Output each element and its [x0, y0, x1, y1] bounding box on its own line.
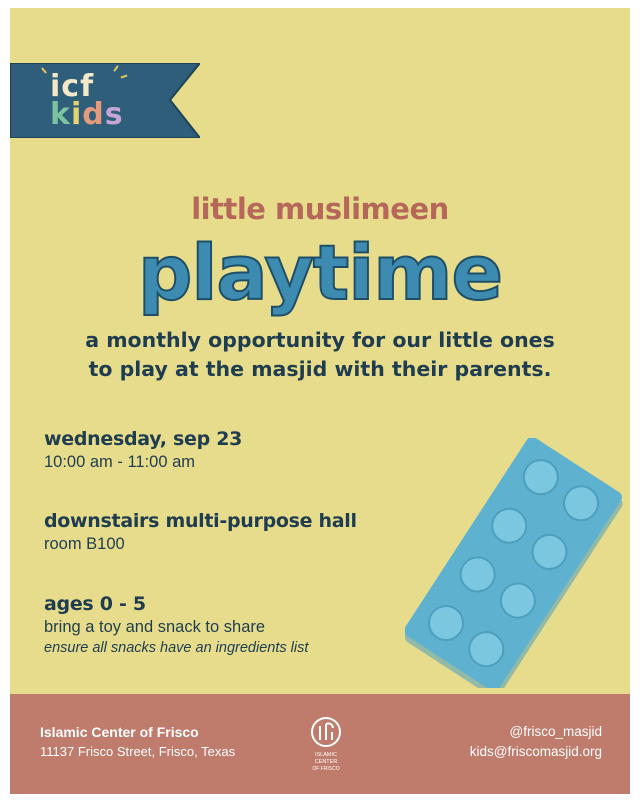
badge-icf-text: icf — [50, 69, 95, 104]
tagline-line: a monthly opportunity for our little ones — [85, 328, 555, 352]
social-handle[interactable]: @frisco_masjid — [509, 724, 602, 739]
icf-kids-badge — [10, 63, 200, 138]
tagline-line: to play at the masjid with their parents. — [88, 357, 552, 381]
svg-text:CENTER: CENTER — [314, 759, 338, 765]
date-time-section — [44, 428, 242, 472]
svg-text:OF FRISCO: OF FRISCO — [312, 766, 340, 772]
event-ages: ages 0 - 5 — [44, 593, 146, 615]
svg-text:ISLAMIC: ISLAMIC — [314, 752, 338, 758]
event-tagline — [10, 326, 630, 384]
event-date: wednesday, sep 23 — [44, 428, 243, 450]
event-time: 10:00 am - 11:00 am — [44, 453, 196, 471]
footer — [10, 694, 630, 794]
ages-section — [44, 593, 308, 656]
event-note: ensure all snacks have an ingredients list — [44, 640, 309, 656]
flyer — [10, 8, 630, 794]
contact-email[interactable]: kids@friscomasjid.org — [469, 744, 602, 759]
event-subtitle: little muslimeen — [191, 192, 449, 226]
icf-logo-icon — [306, 712, 346, 774]
org-name: Islamic Center of Frisco — [40, 724, 199, 740]
event-title: playtime — [137, 228, 503, 317]
org-address: 11137 Frisco Street, Frisco, Texas — [40, 744, 236, 759]
event-instructions: bring a toy and snack to share — [44, 618, 266, 636]
event-location: downstairs multi-purpose hall — [44, 510, 357, 532]
toy-block-illustration — [405, 438, 625, 688]
location-section — [44, 510, 357, 554]
event-room: room B100 — [44, 535, 125, 553]
lego-brick-icon — [405, 438, 625, 688]
badge-kids-text: kids — [50, 97, 124, 132]
